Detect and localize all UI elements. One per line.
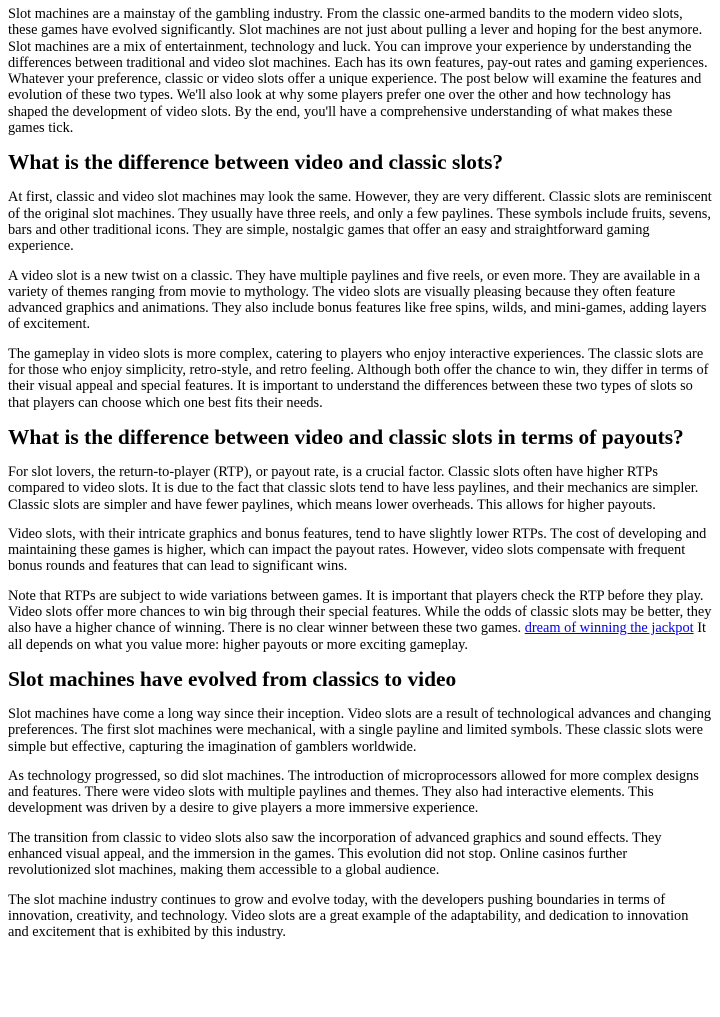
paragraph: The transition from classic to video slots also saw the incorporation of advanced graphics and sound effects. They enhanced visual appeal, and the immersion in the games. This evolution did not stop. Online casinos further revolutionized slot machines, making them accessible to a global audience. [8,829,662,879]
paragraph-text: It all depends on what you value more: higher payouts or more exciting gameplay. [8,620,706,653]
paragraph: For slot lovers, the return-to-player (RTP), or payout rate, is a crucial factor. Classic slots often have higher RTPs compared to video slots. It is due to the fact that classic slots tend to have less paylines, and their mechanics are simpler. Classic slots are simpler and have fewer paylines, which means lower overheads. This allows for higher payouts. [8,463,699,513]
paragraph: A video slot is a new twist on a classic. They have multiple paylines and five reels, or even more. They are available in a variety of themes ranging from movie to mythology. The video slots are visually pleasing because they often feature advanced graphics and animations. They also include bonus features like free spins, wilds, and mini-games, adding layers of excitement. [8,267,707,333]
paragraph-text: Note that RTPs are subject to wide variations between games. It is important that players check the RTP before they play. Video slots offer more chances to win big through their special features. While the odds of classic slots may be better, they also have a higher chance of winning. There is no clear winner between these two games. [8,587,712,637]
paragraph: Video slots, with their intricate graphics and bonus features, tend to have slightly lower RTPs. The cost of developing and maintaining these games is higher, which can impact the payout rates. However, video slots compensate with frequent bonus rounds and features that can lead to significant wins. [8,525,707,575]
paragraph: The slot machine industry continues to grow and evolve today, with the developers pushing boundaries in terms of innovation, creativity, and technology. Video slots are a great example of the adaptability, and dedication to innovation and excitement that is exhibited by this industry. [8,891,689,941]
intro-paragraph: Slot machines are a mainstay of the gambling industry. From the classic one-armed bandits to the modern video slots, these games have evolved significantly. Slot machines are not just about pulling a lever and hoping for the best anymore. Slot machines are a mix of entertainment, technology and luck. You can improve your experience by understanding the differences between traditional and video slot machines. Each has its own features, pay-out rates and gaming experiences. Whatever your preference, classic or video slots offer a unique experience. The post below will examine the features and evolution of these two types. We'll also look at why some players prefer one over the other and how technology has shaped the development of video slots. By the end, you'll have a comprehensive understanding of what makes these games tick. [8,6,708,137]
jackpot-link[interactable]: dream of winning the jackpot [524,620,694,637]
paragraph-with-link [8,588,712,653]
section-heading-payouts: What is the difference between video and classic slots in terms of payouts? [8,424,684,449]
paragraph: The gameplay in video slots is more complex, catering to players who enjoy interactive experiences. The classic slots are for those who enjoy simplicity, retro-style, and retro feeling. Although both offer the chance to win, they differ in terms of their visual appeal and special features. It is important to understand the differences between these two types of slots so that players can choose which one best fits their needs. [8,345,709,411]
section-heading-difference: What is the difference between video and classic slots? [8,150,504,175]
paragraph: At first, classic and video slot machines may look the same. However, they are very different. Classic slots are reminiscent of the original slot machines. They usually have three reels, and only a few paylines. These symbols include fruits, sevens, bars and other traditional icons. They are simple, nostalgic games that offer an easy and straightforward gaming experience. [8,189,712,255]
paragraph: Slot machines have come a long way since their inception. Video slots are a result of technological advances and changing preferences. The first slot machines were mechanical, with a single payline and limited symbols. These classic slots were simple but effective, capturing the imagination of gamblers worldwide. [8,705,712,755]
section-heading-evolution: Slot machines have evolved from classics to video [8,666,457,691]
paragraph: As technology progressed, so did slot machines. The introduction of microprocessors allowed for more complex designs and features. There were video slots with multiple paylines and themes. They also had interactive elements. This development was driven by a desire to give players a more immersive experience. [8,767,699,817]
